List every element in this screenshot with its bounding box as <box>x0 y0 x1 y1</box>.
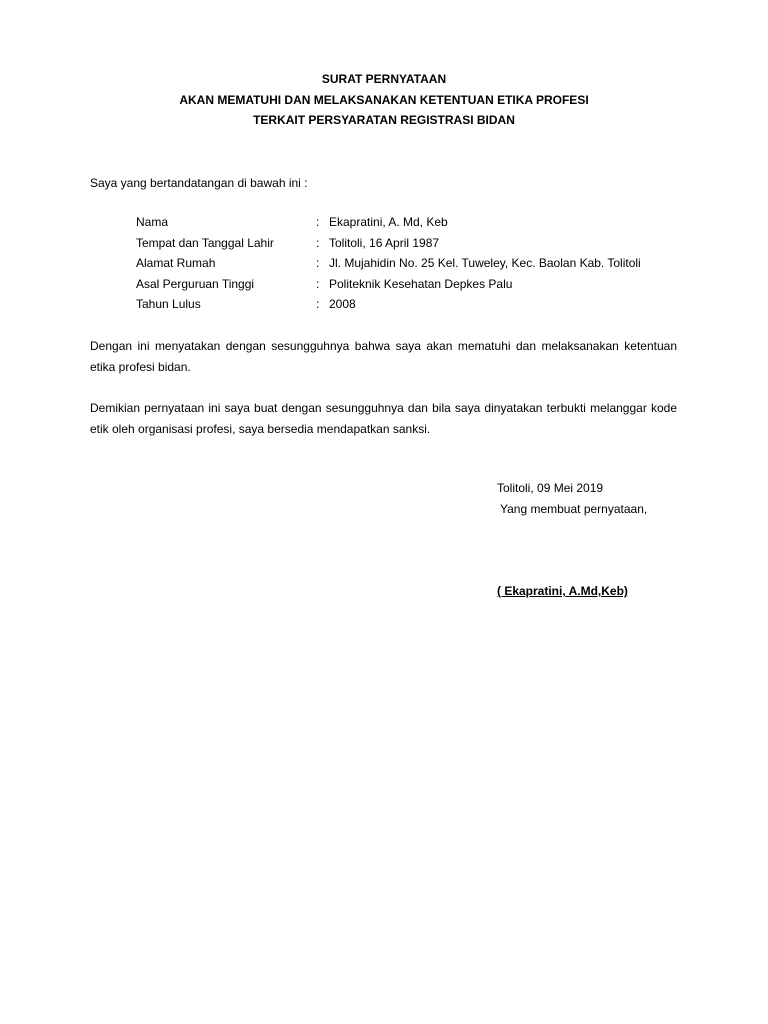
field-value: Jl. Mujahidin No. 25 Kel. Tuweley, Kec. Baolan Kab. Tolitoli <box>329 256 641 270</box>
field-label: Tempat dan Tanggal Lahir <box>136 235 274 250</box>
field-label: Nama <box>136 215 169 229</box>
field-value: 2008 <box>329 297 356 311</box>
place-date: Tolitoli, 09 Mei 2019 <box>497 481 604 495</box>
field-colon: : <box>316 276 320 291</box>
field-label: Alamat Rumah <box>136 256 216 270</box>
document-subtitle-2: TERKAIT PERSYARATAN REGISTRASI BIDAN <box>253 113 515 127</box>
field-label: Tahun Lulus <box>136 297 201 311</box>
closing-paragraph: Demikian pernyataan ini saya buat dengan sesungguhnya dan bila saya dinyatakan terbukti melanggar kode etik oleh organisasi profesi, saya bersedia mendapatkan sanksi. <box>90 401 677 436</box>
maker-label: Yang membuat pernyataan, <box>500 502 648 516</box>
field-colon: : <box>316 256 320 270</box>
field-colon: : <box>316 297 320 311</box>
field-value: Politeknik Kesehatan Depkes Palu <box>329 276 513 291</box>
document-title: SURAT PERNYATAAN <box>321 72 447 86</box>
document-subtitle: AKAN MEMATUHI DAN MELAKSANAKAN KETENTUAN ETIKA PROFESI <box>179 93 589 107</box>
statement-paragraph: Dengan ini menyatakan dengan sesungguhnya bahwa saya akan mematuhi dan melaksanakan ketentuan etika profesi bidan. <box>90 339 677 374</box>
field-label: Asal Perguruan Tinggi <box>136 276 255 291</box>
field-value: Ekapratini, A. Md, Keb <box>329 215 448 229</box>
intro-text: Saya yang bertandatangan di bawah ini : <box>90 176 308 190</box>
field-colon: : <box>316 215 320 229</box>
field-value: Tolitoli, 16 April 1987 <box>329 235 440 250</box>
field-colon: : <box>316 235 320 250</box>
signer-name: ( Ekapratini, A.Md,Keb) <box>497 584 628 598</box>
